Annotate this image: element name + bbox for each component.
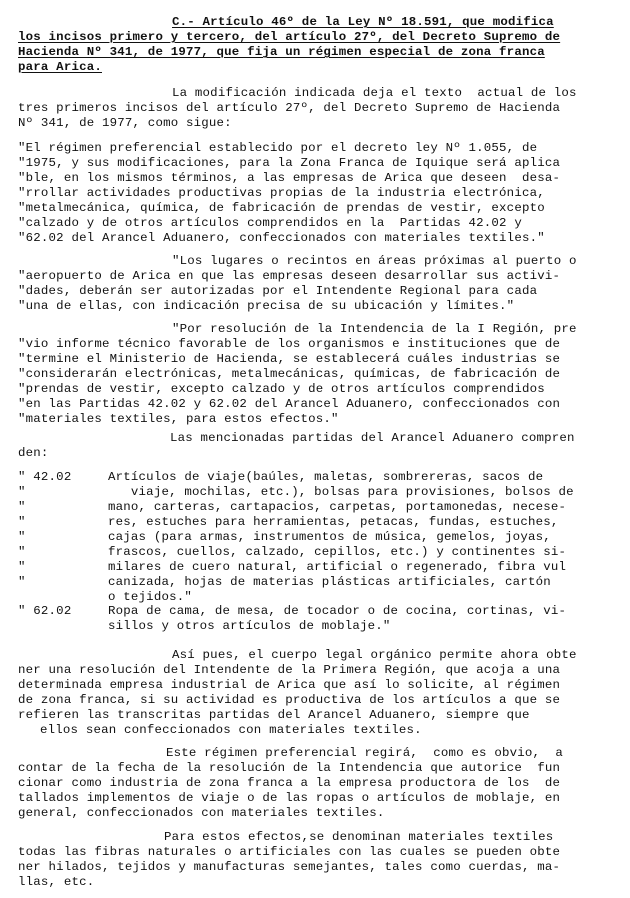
ditto-mark: " xyxy=(18,575,26,589)
intro-line-1: La modificación indicada deja el texto actual de los xyxy=(172,86,577,100)
partida-4202-line-3: mano, carteras, cartapacios, carpetas, portamonedas, necese- xyxy=(108,500,567,514)
partida-6202-line-2: sillos y otros artículos de moblaje." xyxy=(108,619,391,633)
regimen-line-1: Este régimen preferencial regirá, como es obvio, a xyxy=(166,746,564,760)
quote1-line-5: "metalmecánica, química, de fabricación de prendas de vestir, excepto xyxy=(18,201,545,215)
quote1-line-3: "ble, en los mismos términos, a las empresas de Arica que deseen desa- xyxy=(18,171,561,185)
partidas-intro-line-2: den: xyxy=(18,446,49,460)
quote3-line-3: "termine el Ministerio de Hacienda, se establecerá cuáles industrias se xyxy=(18,352,561,366)
partida-4202-line-2: viaje, mochilas, etc.), bolsas para provisiones, bolsos de xyxy=(108,485,574,499)
quote1-line-4: "rrollar actividades productivas propias de la industria electrónica, xyxy=(18,186,545,200)
heading-line-3: Hacienda Nº 341, de 1977, que fija un régimen especial de zona franca xyxy=(18,45,545,59)
regimen-line-4: tallados implementos de viaje o de las ropas o artículos de moblaje, en xyxy=(18,791,561,805)
quote3-line-6: "en las Partidas 42.02 y 62.02 del Arancel Aduanero, confeccionados con xyxy=(18,397,561,411)
quote3-line-7: "materiales textiles, para estos efectos." xyxy=(18,412,339,426)
quote1-line-6: "calzado y de otros artículos comprendidos en la Partidas 42.02 y xyxy=(18,216,522,230)
heading-line-4: para Arica. xyxy=(18,60,102,74)
partida-4202-line-9: o tejidos." xyxy=(108,590,192,604)
regimen-line-2: contar de la fecha de la resolución de la Intendencia que autorice fun xyxy=(18,761,561,775)
ditto-mark: " xyxy=(18,485,26,499)
quote3-line-2: "vio informe técnico favorable de los organismos e instituciones que de xyxy=(18,337,561,351)
ditto-mark: " xyxy=(18,500,26,514)
partidas-intro-line-1: Las mencionadas partidas del Arancel Aduanero compren xyxy=(170,431,575,445)
quote2-line-4: "una de ellas, con indicación precisa de su ubicación y límites." xyxy=(18,299,515,313)
quote1-line-1: "El régimen preferencial establecido por el decreto ley Nº 1.055, de xyxy=(18,141,538,155)
ditto-mark: " xyxy=(18,515,26,529)
quote2-line-2: "aeropuerto de Arica en que las empresas deseen desarrollar sus activi- xyxy=(18,269,561,283)
heading-line-1: C.- Artículo 46º de la Ley Nº 18.591, que modifica xyxy=(172,15,554,29)
asi-pues-line-6: ellos sean confeccionados con materiales textiles. xyxy=(40,723,422,737)
asi-pues-line-5: refieren las transcritas partidas del Arancel Aduanero, siempre que xyxy=(18,708,530,722)
partida-4202-line-6: frascos, cuellos, calzado, cepillos, etc.) y continentes si- xyxy=(108,545,567,559)
efectos-line-1: Para estos efectos,se denominan materiales textiles xyxy=(164,830,554,844)
quote2-line-1: "Los lugares o recintos en áreas próximas al puerto o xyxy=(172,254,577,268)
quote3-line-5: "prendas de vestir, excepto calzado y de otros artículos comprendidos xyxy=(18,382,545,396)
ditto-mark: " xyxy=(18,530,26,544)
quote2-line-3: "dades, deberán ser autorizadas por el Intendente Regional para cada xyxy=(18,284,538,298)
intro-line-3: Nº 341, de 1977, como sigue: xyxy=(18,116,232,130)
asi-pues-line-1: Así pues, el cuerpo legal orgánico permite ahora obte xyxy=(172,648,577,662)
efectos-line-2: todas las fibras naturales o artificiales con las cuales se pueden obte xyxy=(18,845,561,859)
partida-6202-line-1: Ropa de cama, de mesa, de tocador o de cocina, cortinas, vi- xyxy=(108,604,567,618)
efectos-line-3: ner hilados, tejidos y manufacturas semejantes, tales como cuerdas, ma- xyxy=(18,860,561,874)
asi-pues-line-2: ner una resolución del Intendente de la Primera Región, que acoja a una xyxy=(18,663,561,677)
partida-4202-line-8: canizada, hojas de materias plásticas artificiales, cartón xyxy=(108,575,551,589)
quote1-line-2: "1975, y sus modificaciones, para la Zona Franca de Iquique será aplica xyxy=(18,156,561,170)
intro-line-2: tres primeros incisos del artículo 27º, del Decreto Supremo de Hacienda xyxy=(18,101,561,115)
partida-4202-line-5: cajas (para armas, instrumentos de música, gemelos, joyas, xyxy=(108,530,551,544)
quote3-line-4: "considerarán electrónicas, metalmecánicas, químicas, de fabricación de xyxy=(18,367,561,381)
partida-4202-line-7: milares de cuero natural, artificial o regenerado, fibra vul xyxy=(108,560,567,574)
partida-4202-line-4: res, estuches para herramientas, petacas, fundas, estuches, xyxy=(108,515,559,529)
ditto-mark: " xyxy=(18,560,26,574)
asi-pues-line-3: determinada empresa industrial de Arica que así lo solicite, al régimen xyxy=(18,678,561,692)
asi-pues-line-4: de zona franca, si su actividad es productiva de los artículos a que se xyxy=(18,693,561,707)
efectos-line-4: llas, etc. xyxy=(18,875,95,889)
partida-4202-line-1: Artículos de viaje(baúles, maletas, sombrereras, sacos de xyxy=(108,470,544,484)
quote3-line-1: "Por resolución de la Intendencia de la I Región, pre xyxy=(172,322,577,336)
regimen-line-5: general, confeccionados con materiales textiles. xyxy=(18,806,385,820)
quote1-line-7: "62.02 del Arancel Aduanero, confeccionados con materiales textiles." xyxy=(18,231,545,245)
partida-code-6202: " 62.02 xyxy=(18,604,72,618)
ditto-mark: " xyxy=(18,545,26,559)
regimen-line-3: cionar como industria de zona franca a la empresa productora de los de xyxy=(18,776,561,790)
heading-line-2: los incisos primero y tercero, del artículo 27º, del Decreto Supremo de xyxy=(18,30,561,44)
partida-code-4202: " 42.02 xyxy=(18,470,72,484)
